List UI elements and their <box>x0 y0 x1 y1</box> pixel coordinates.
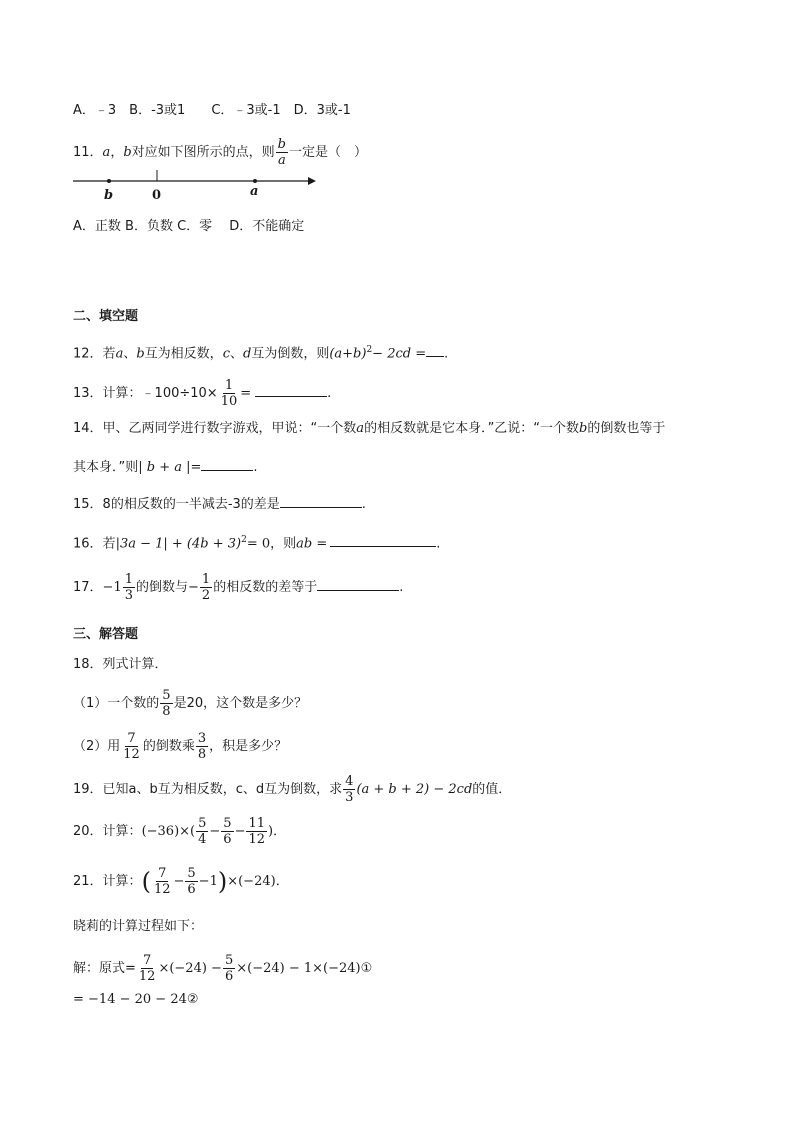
fraction <box>223 953 235 984</box>
text: 的相反数就是它本身．”乙说：“一个数 <box>364 421 580 436</box>
frac-num: 4 <box>345 774 354 789</box>
frac-num: 5 <box>187 866 196 881</box>
fraction <box>200 572 212 603</box>
text: . <box>436 536 441 552</box>
step-marker: ② <box>186 992 199 1007</box>
operator: − <box>173 874 185 889</box>
question-number: 11． <box>73 145 103 160</box>
math-expr: (−36)×( <box>141 824 196 839</box>
answer-blank[interactable] <box>330 532 436 547</box>
fraction <box>196 731 208 762</box>
equals: = <box>240 386 252 401</box>
point-a <box>253 179 257 183</box>
question-number: 19． <box>73 782 103 797</box>
frac-den: 3 <box>124 588 133 603</box>
label-zero: 0 <box>152 188 162 203</box>
text: 的倒数与− <box>136 580 199 595</box>
right-paren: ) <box>217 867 228 896</box>
fraction <box>185 866 197 897</box>
frac-den: a <box>277 153 286 168</box>
text: 计算：﹣100÷10× <box>102 386 218 401</box>
frac-num: 5 <box>198 816 207 831</box>
text: 、 <box>123 346 137 362</box>
text: . <box>253 460 258 475</box>
frac-num: 5 <box>162 688 171 703</box>
step-marker: ① <box>360 961 373 976</box>
solution-line-1 <box>73 953 372 984</box>
frac-den: 4 <box>198 832 207 847</box>
text: 的倒数乘 <box>142 739 195 754</box>
frac-num: 3 <box>197 731 207 746</box>
math-expr: ×(−24) <box>227 874 276 889</box>
frac-den: 8 <box>162 704 171 719</box>
var-d: d <box>242 346 252 362</box>
math-expr: = −14 − 20 − 24 <box>73 992 187 1007</box>
answer-blank[interactable] <box>201 456 253 471</box>
text: 其本身．”则 <box>73 460 139 475</box>
question-number: 20． <box>73 824 103 839</box>
question-17 <box>73 572 403 603</box>
question-11 <box>73 137 367 168</box>
question-21 <box>73 866 289 897</box>
fraction <box>160 688 172 719</box>
q11-text-end: 一定是（ ） <box>289 145 368 160</box>
question-number: 16． <box>73 536 103 552</box>
text: 列式计算． <box>102 657 168 672</box>
fraction <box>219 378 240 409</box>
text: . <box>327 386 332 401</box>
question-18-part-2 <box>73 731 287 762</box>
math-expr: ab = <box>296 536 328 552</box>
operator: − <box>234 824 246 839</box>
q11-options: A．正数 B．负数 C．零 D．不能确定 <box>73 219 305 234</box>
question-18 <box>73 655 168 675</box>
math-expr: ×(−24) − <box>158 961 222 976</box>
text: 互为相反数， <box>144 346 223 362</box>
text: 解：原式= <box>73 961 136 976</box>
text: 已知a、b互为相反数，c、d互为倒数，求 <box>102 782 343 797</box>
frac-num: 7 <box>158 866 167 881</box>
question-16 <box>73 530 440 554</box>
text: . <box>361 497 366 512</box>
question-number: 21． <box>73 874 103 889</box>
answer-blank[interactable] <box>280 493 362 508</box>
fraction <box>152 866 173 897</box>
text: 8的相反数的一半减去-3的差是 <box>102 497 280 512</box>
math-expr: (a + b + 2) − 2cd <box>356 782 473 797</box>
var-a: a <box>356 421 365 436</box>
fraction <box>246 816 267 847</box>
var-a: a <box>115 346 124 362</box>
label-b: b <box>104 188 114 203</box>
math-expr: |3a − 1| + (4b + 3) <box>115 536 242 552</box>
exponent: 2 <box>241 535 247 545</box>
solution-line-2 <box>73 990 199 1010</box>
arrow-head-icon <box>308 177 316 185</box>
frac-den: 6 <box>224 969 234 984</box>
text: 互为倒数，则 <box>251 346 330 362</box>
frac-num: 1 <box>224 378 234 393</box>
q11-text-mid: 对应如下图所示的点，则 <box>131 145 275 160</box>
frac-den: 12 <box>138 969 156 984</box>
question-number: 18． <box>73 657 103 672</box>
point-b <box>107 179 111 183</box>
question-14-line-2 <box>73 456 258 478</box>
var-b: b <box>136 346 145 362</box>
math-expr: )． <box>268 824 287 839</box>
question-number: 15． <box>73 497 103 512</box>
math-expr: | b + a |= <box>138 460 202 475</box>
q10-options: A．﹣3 B．-3或1 C．﹣3或-1 D．3或-1 <box>73 103 351 118</box>
frac-num: 1 <box>124 572 133 587</box>
math-expr: (a+b) <box>329 346 367 362</box>
answer-blank[interactable] <box>317 576 399 591</box>
text: 计算： <box>102 824 142 839</box>
question-number: 13． <box>73 386 103 401</box>
text: . <box>444 346 449 362</box>
text: 若 <box>102 346 116 362</box>
frac-num: 5 <box>223 816 232 831</box>
operator: − <box>209 824 221 839</box>
text: . <box>399 580 404 595</box>
frac-den: 3 <box>345 790 354 805</box>
text: 、 <box>229 346 243 362</box>
frac-den: 6 <box>187 882 196 897</box>
section-title-fill-in: 二、填空题 <box>73 309 139 324</box>
math-expr: = 0 <box>246 536 271 552</box>
frac-den: 10 <box>220 394 238 409</box>
solution-intro: 晓莉的计算过程如下： <box>73 919 204 934</box>
frac-den: 12 <box>153 882 171 897</box>
text: （2）用 <box>73 739 121 754</box>
question-19 <box>73 774 511 805</box>
math-expr: −1 <box>198 874 218 889</box>
answer-blank[interactable] <box>426 342 444 357</box>
frac-num: 5 <box>224 953 234 968</box>
fraction <box>196 816 208 847</box>
frac-den: 12 <box>248 832 266 847</box>
section-title-solve: 三、解答题 <box>73 627 139 642</box>
text: 是20，这个数是多少？ <box>173 696 308 711</box>
question-15 <box>73 493 366 515</box>
text: ． <box>275 874 289 889</box>
text: 甲、乙两同学进行数字游戏，甲说：“一个数 <box>102 421 357 436</box>
frac-num: 11 <box>248 816 266 831</box>
text: （1）一个数的 <box>73 696 160 711</box>
question-13 <box>73 378 331 409</box>
math-expr: ×(−24) − 1×(−24) <box>236 961 361 976</box>
exponent: 2 <box>366 345 373 355</box>
question-number: 17． <box>73 580 103 595</box>
fraction <box>121 731 142 762</box>
var-a: a <box>102 145 111 160</box>
text: ，积是多少？ <box>209 739 288 754</box>
comma: ， <box>110 145 124 160</box>
text: 的倒数也等于 <box>587 421 666 436</box>
question-number: 12． <box>73 346 103 362</box>
frac-den: 2 <box>201 588 211 603</box>
frac-num: 7 <box>143 953 152 968</box>
frac-num: 7 <box>127 731 136 746</box>
fraction <box>221 816 233 847</box>
var-b: b <box>123 145 132 160</box>
var-b: b <box>579 421 588 436</box>
fraction <box>137 953 158 984</box>
frac-num: b <box>277 137 286 152</box>
left-paren: ( <box>141 867 151 896</box>
frac-den: 8 <box>197 747 207 762</box>
text: 若 <box>102 536 116 552</box>
text: ，则 <box>270 536 297 552</box>
fraction-b-over-a <box>276 137 288 168</box>
question-18-part-1 <box>73 688 307 719</box>
math-expr: −1 <box>102 580 122 595</box>
frac-num: 1 <box>201 572 211 587</box>
label-a: a <box>250 184 259 199</box>
question-20 <box>73 816 286 847</box>
fraction <box>123 572 135 603</box>
var-c: c <box>222 346 230 362</box>
text: 的值． <box>472 782 512 797</box>
answer-blank[interactable] <box>255 382 327 397</box>
question-14-line-1 <box>73 419 665 439</box>
question-12 <box>73 340 448 364</box>
frac-den: 6 <box>223 832 232 847</box>
math-expr: − 2cd = <box>372 346 427 362</box>
frac-den: 12 <box>123 747 140 762</box>
fraction <box>343 774 355 805</box>
text: 的相反数的差等于 <box>213 580 318 595</box>
text: 计算： <box>102 874 142 889</box>
question-number: 14． <box>73 421 103 436</box>
